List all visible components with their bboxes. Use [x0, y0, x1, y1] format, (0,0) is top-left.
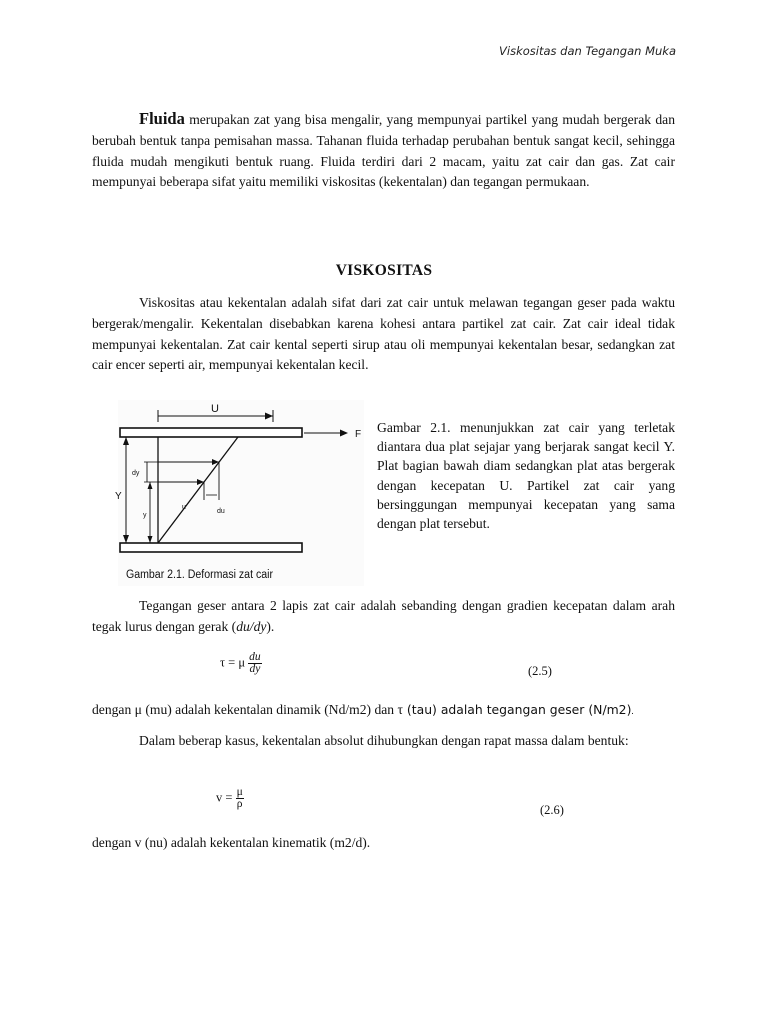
- eq1-denominator: dy: [249, 663, 261, 675]
- shear-stress-paragraph: [92, 596, 675, 638]
- equation-2-6: [216, 787, 244, 810]
- section-title: VISKOSITAS: [335, 262, 433, 279]
- kinematic-viscosity-paragraph: dengan v (nu) adalah kekentalan kinematik (m2/d).: [92, 835, 371, 850]
- equation-number-2-6: (2.6): [540, 803, 564, 817]
- bottom-plate: [120, 543, 302, 552]
- label-dy: dy: [132, 470, 140, 477]
- shear-stress-definition: (tau) adalah tegangan geser (N/m2): [402, 702, 632, 717]
- shear-stress-text: Tegangan geser antara 2 lapis zat cair adalah sebanding dengan gradien kecepatan dalam arah tegak lurus dengan gerak (: [92, 598, 675, 634]
- gradient-term: du/dy: [236, 618, 267, 634]
- viscosity-paragraph: Viskositas atau kekentalan adalah sifat dari zat cair untuk melawan tegangan geser pada waktu bergerak/mengalir. Kekentalan disebabkan karena kohesi antara partikel zat cair. Zat cair ideal tidak mempunyai kekentalan. Zat cair kental seperti sirup atau oli mempunyai kekentalan besar, sedangkan zat cair encer seperti air, mempunyai kekentalan kecil.: [92, 295, 675, 373]
- figure-caption: Gambar 2.1. Deformasi zat cair: [126, 569, 273, 581]
- density-paragraph: Dalam beberap kasus, kekentalan absolut dihubungkan dengan rapat massa dalam bentuk:: [139, 733, 629, 748]
- running-header: Viskositas dan Tegangan Muka: [499, 44, 676, 58]
- eq2-denominator: ρ: [236, 798, 243, 810]
- figure-description: Gambar 2.1. menunjukkan zat cair yang terletak diantara dua plat sejajar yang berjarak sangat kecil Y. Plat bagian bawah diam sedangkan plat atas bergerak dengan kecepatan U. Partikel zat cair yang bersinggungan mempunyai kecepatan yang sama dengan plat tersebut.: [377, 420, 675, 532]
- label-du: du: [217, 508, 225, 515]
- dynamic-viscosity-text: dengan μ (mu) adalah kekentalan dinamik (Nd/m2) dan τ: [92, 702, 403, 717]
- dynamic-viscosity-paragraph: [92, 700, 675, 722]
- eq1-lhs: τ = μ: [220, 655, 246, 670]
- label-F: F: [355, 429, 362, 440]
- eq2-fraction: [236, 787, 244, 810]
- period: .: [631, 706, 634, 716]
- label-Y: Y: [115, 491, 122, 502]
- eq2-lhs: v =: [216, 790, 233, 805]
- shear-stress-end: ).: [266, 618, 275, 634]
- eq1-numerator: du: [249, 651, 261, 663]
- lead-word: Fluida: [139, 109, 185, 128]
- label-U: U: [211, 403, 219, 415]
- eq1-fraction: [248, 652, 262, 675]
- equation-2-5: [220, 652, 262, 675]
- top-plate: [120, 428, 302, 437]
- intro-text: merupakan zat yang bisa mengalir, yang mempunyai partikel yang mudah bergerak dan berubah bentuk tanpa pemisahan massa. Tahanan fluida terhadap perubahan bentuk sangat kecil, sehingga fluida mudah mengikuti bentuk ruang. Fluida terdiri dari 2 macam, yaitu zat cair dan gas. Zat cair mempunyai beberapa sifat yaitu memiliki viskositas (kekentalan) dan tegangan permukaan.: [92, 112, 675, 190]
- label-u: u: [182, 504, 186, 511]
- label-y: y: [143, 512, 147, 519]
- equation-number-2-5: (2.5): [528, 664, 552, 678]
- deformation-diagram: [115, 400, 364, 586]
- eq2-numerator: μ: [236, 786, 243, 798]
- intro-paragraph: [92, 109, 675, 193]
- deformation-figure: [115, 400, 364, 586]
